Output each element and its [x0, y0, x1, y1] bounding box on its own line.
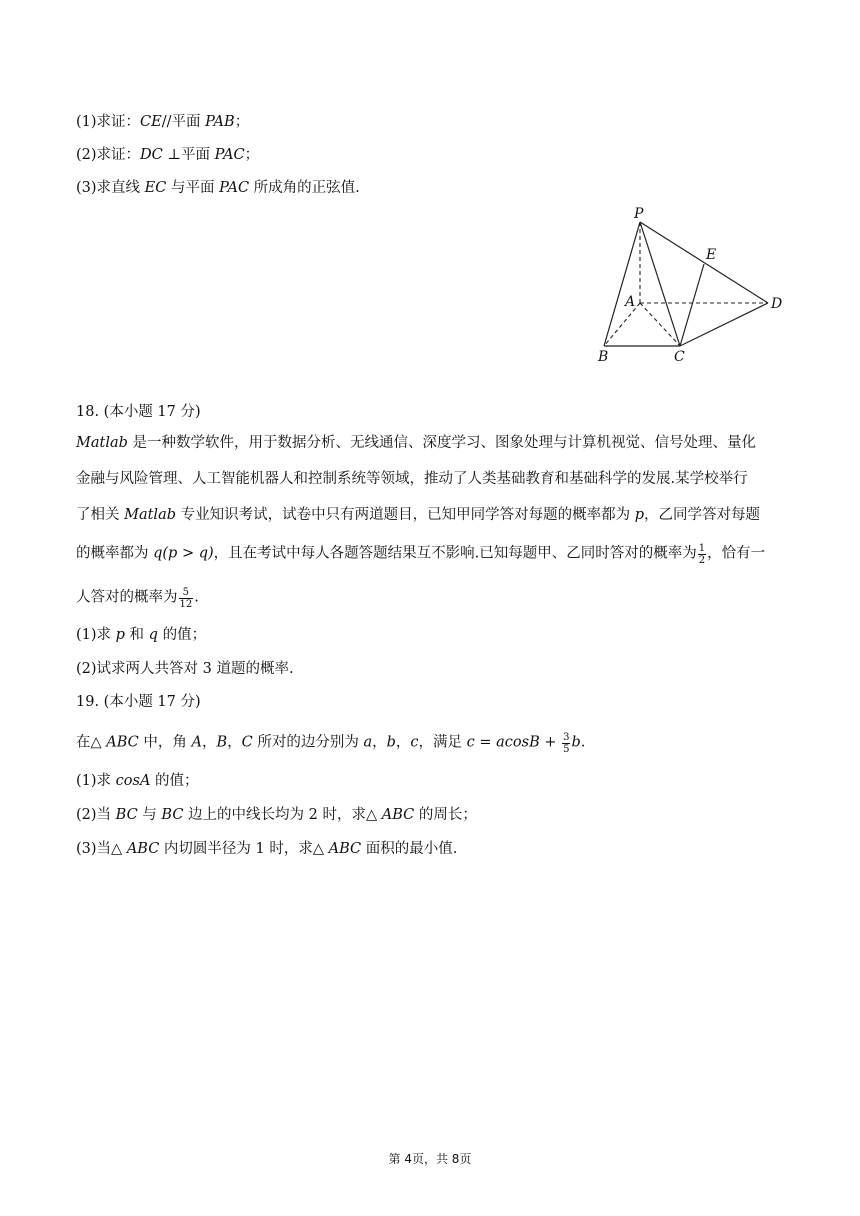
math: ABC: [106, 734, 139, 751]
math: CE: [140, 114, 162, 130]
q19-item-2: [76, 805, 477, 825]
text: 的周长；: [414, 807, 477, 823]
fraction-three-fifths: [562, 732, 570, 755]
text: (2)求证：: [76, 147, 141, 163]
text: 所成角的正弦值.: [249, 180, 360, 196]
math: a: [363, 734, 373, 751]
q18-line-4: [76, 543, 765, 566]
text: 专业知识考试，试卷中只有两道题目，已知甲同学答对每题的概率都为: [176, 507, 635, 523]
text: ，: [227, 734, 242, 751]
text: //平面: [161, 114, 206, 130]
fraction-one-half: [698, 543, 706, 566]
text: 在△: [76, 734, 107, 751]
text: ；: [244, 147, 260, 163]
text: ，: [372, 734, 387, 751]
text: 与: [137, 807, 162, 823]
math: cosA: [115, 773, 151, 789]
edge-PD: [640, 222, 768, 303]
numerator: 3: [563, 732, 570, 743]
text: 了相关: [76, 507, 125, 523]
q17-item-2: [76, 145, 259, 165]
text: 的值；: [150, 773, 199, 789]
math: C: [241, 734, 253, 751]
math: ABC: [328, 841, 362, 857]
q18-item-1: [76, 625, 206, 645]
q17-item-1: [76, 112, 249, 132]
math: PAC: [214, 147, 245, 163]
edge-PB: [604, 222, 640, 346]
vertex-label-E: E: [706, 247, 717, 263]
text: (1)求: [76, 627, 116, 643]
math: A: [191, 734, 202, 751]
math: ABC: [126, 841, 160, 857]
math: p: [115, 627, 125, 643]
q19-item-3: [76, 839, 457, 859]
pyramid-figure: [596, 202, 796, 374]
math: DC: [140, 147, 163, 163]
text: ，: [201, 734, 217, 751]
text: (3)当△: [76, 841, 127, 857]
text: ，乙同学答对每题: [644, 507, 761, 523]
vertex-label-A: A: [625, 294, 636, 310]
q18-line-3: [76, 505, 760, 525]
q18-item-2: (2)试求两人共答对 3 道题的概率.: [76, 661, 294, 677]
text: 与平面: [166, 180, 220, 196]
text: (2)当: [76, 807, 116, 823]
math: p: [634, 507, 645, 523]
text: (1)求证：: [76, 114, 141, 130]
vertex-label-C: C: [674, 349, 685, 365]
q18-line-2: 金融与风险管理、人工智能机器人和控制系统等领域，推动了人类基础教育和基础科学的发展.某学校举行: [76, 471, 748, 487]
edge-AC: [640, 303, 680, 346]
math: BC: [161, 807, 184, 823]
denominator: 2: [698, 555, 706, 566]
vertex-label-B: B: [598, 349, 609, 365]
math: b: [386, 734, 396, 751]
pyramid-diagram: [596, 202, 796, 370]
q18-line-1: [76, 433, 756, 453]
edge-CD: [680, 303, 768, 346]
text: .: [194, 589, 199, 606]
text: 面积的最小值.: [361, 841, 458, 857]
math: BC: [115, 807, 138, 823]
text: 所对的边分别为: [252, 734, 364, 751]
text: (3)求直线: [76, 180, 145, 196]
q18-header: 18. (本小题 17 分): [76, 404, 201, 420]
text: 中，角: [138, 734, 192, 751]
text: ，恰有一: [707, 545, 766, 562]
q18-line-5: [76, 587, 199, 610]
math: PAC: [219, 180, 250, 196]
numerator: 1: [698, 543, 706, 554]
q19-item-1: [76, 771, 199, 791]
q19-line-1: [76, 732, 585, 755]
edge-PC: [640, 222, 680, 346]
denominator: 5: [563, 744, 570, 755]
text: (1)求: [76, 773, 116, 789]
text: .: [580, 734, 586, 751]
text: 内切圆半径为 1 时，求△: [159, 841, 329, 857]
math: c = acosB +: [466, 734, 562, 751]
fraction-five-twelfths: [179, 587, 194, 610]
page-footer: 第 4页，共 8页: [388, 1152, 472, 1166]
edge-CE: [680, 264, 704, 346]
math: c: [410, 734, 419, 751]
vertex-label-D: D: [771, 296, 783, 312]
text: 人答对的概率为: [76, 589, 178, 606]
text: 是一种数学软件，用于数据分析、无线通信、深度学习、图象处理与计算机视觉、信号处理、量化: [127, 435, 756, 451]
text: ；: [234, 114, 250, 130]
text: ，且在考试中每人各题答题结果互不影响.已知每题甲、乙同时答对的概率为: [213, 545, 697, 562]
numerator: 5: [179, 587, 194, 599]
math: ABC: [381, 807, 415, 823]
math: EC: [144, 180, 167, 196]
text: ，满足: [418, 734, 467, 751]
math: q: [148, 627, 158, 643]
text: 边上的中线长均为 2 时，求△: [183, 807, 382, 823]
q19-header: 19. (本小题 17 分): [76, 694, 201, 710]
math: PAB: [205, 114, 235, 130]
text: 和: [124, 627, 149, 643]
denominator: 12: [179, 599, 193, 610]
math: Matlab: [76, 435, 128, 451]
math: q(p > q): [153, 545, 214, 562]
math: B: [216, 734, 228, 751]
text: 的概率都为: [76, 545, 154, 562]
q17-item-3: [76, 178, 360, 198]
text: ⊥平面: [162, 147, 215, 163]
math: b: [571, 734, 581, 751]
text: ，: [395, 734, 411, 751]
math: Matlab: [124, 507, 176, 523]
text: 的值；: [157, 627, 207, 643]
vertex-label-P: P: [634, 206, 644, 222]
